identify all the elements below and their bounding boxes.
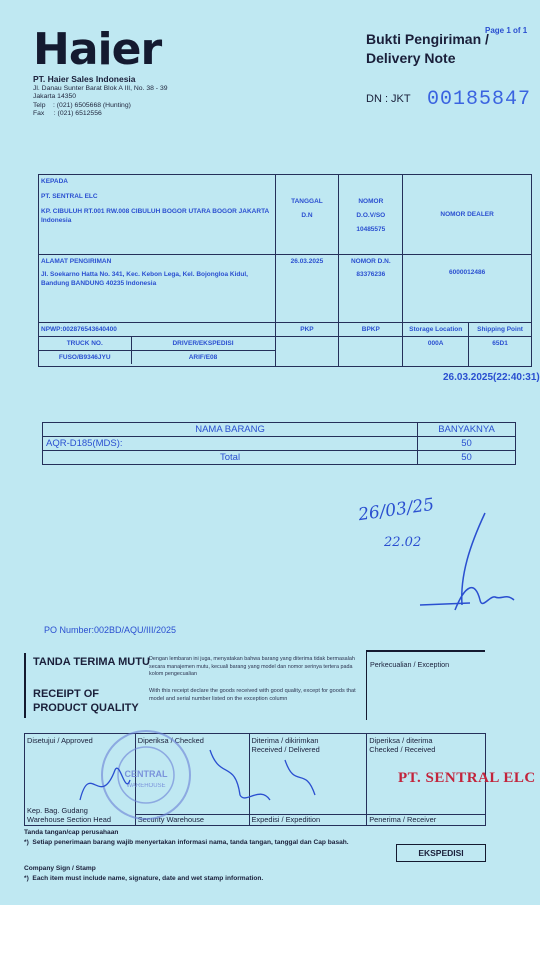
nomor-sub: D.O.V/SO (356, 212, 386, 219)
shipping-value: 65D1 (469, 337, 532, 367)
alamat-cell (39, 255, 276, 323)
sign-note-id: *) Setiap penerimaan barang wajib menyertakan informasi nama, tanda tangan, tanggal dan Cap basah. (24, 839, 349, 846)
title-line-2: Delivery Note (366, 50, 456, 66)
truck-value: FUSO/B9346JYU (39, 351, 131, 365)
delivered-label: Diterima / dikirimkan Received / Delivered (251, 736, 320, 754)
truck-driver-table (39, 337, 275, 364)
item-name: AQR-D185(MDS): (43, 437, 418, 451)
document-title (366, 30, 489, 68)
npwp-cell (39, 323, 276, 337)
stamp-text-warehouse: WAREHOUSE (126, 783, 166, 789)
handwritten-signature (410, 505, 520, 615)
bpkp-label: BPKP (339, 323, 403, 337)
address-line: Telp : (021) 6505668 (Hunting) (33, 101, 131, 109)
po-number: PO Number:002BD/AQU/III/2025 (44, 625, 177, 635)
address-line: Jakarta 14350 (33, 93, 77, 101)
received-label: Diperiksa / diterima Checked / Received (369, 736, 436, 754)
sign-note-en: *) Each item must include name, signature, date and wet stamp information. (24, 875, 264, 882)
dn-number: 00185847 (427, 88, 532, 111)
signature-scribbles (70, 740, 330, 820)
pkp-value (275, 337, 339, 367)
storage-label: Storage Location (403, 323, 469, 337)
recipient-name: PT. SENTRAL ELC (41, 193, 98, 200)
total-value: 50 (418, 451, 516, 465)
address-line: Fax : (021) 6512556 (33, 110, 102, 118)
print-timestamp: 26.03.2025(22:40:31) (443, 372, 540, 383)
shipping-label: Shipping Point (469, 323, 532, 337)
tanggal-cell (275, 175, 339, 255)
alamat-value: Jl. Soekarno Hatta No. 341, Kec. Kebon Lega, Kel. Bojongloa Kidul, Bandung BANDUNG 40235 Indonesia (41, 271, 248, 287)
alamat-label: ALAMAT PENGIRIMAN (41, 258, 112, 265)
company-name: PT. Haier Sales Indonesia (33, 74, 136, 84)
company-sign-label-id: Tanda tangan/cap perusahaan (24, 829, 119, 836)
recipient-address: KP. CIBULUH RT.001 RW.008 CIBULUH BOGOR UTARA BOGOR JAKARTA Indonesia (41, 208, 270, 224)
title-line-1: Bukti Pengiriman / (366, 31, 489, 47)
nomor-dn-cell (339, 255, 403, 323)
receiver-company-stamp: PT. SENTRAL ELC (398, 770, 536, 786)
delivery-header-table (38, 174, 532, 367)
items-table (42, 422, 516, 465)
approved-role: Kep. Bag. Gudang Warehouse Section Head (27, 806, 111, 824)
address-line: Jl. Danau Sunter Barat Blok A III, No. 38 - 39 (33, 85, 168, 92)
dealer-value-cell (403, 255, 532, 323)
tanggal-label: TANGGAL (291, 198, 323, 205)
table-row (43, 437, 516, 451)
driver-value: ARIF/E08 (188, 354, 218, 361)
kepada-label: KEPADA (41, 178, 68, 185)
driver-label: DRIVER/EKSPEDISI (131, 337, 275, 351)
nomor-cell (339, 175, 403, 255)
truck-driver-cell (39, 337, 276, 367)
recipient-cell (39, 175, 276, 255)
bpkp-value (339, 337, 403, 367)
total-row (43, 451, 516, 465)
received-role: Penerima / Receiver (369, 815, 437, 824)
col-banyaknya: BANYAKNYA (418, 423, 516, 437)
nomor-dn-value: 83376236 (356, 271, 386, 278)
receipt-title-id: TANDA TERIMA MUTU (33, 656, 150, 668)
pkp-label: PKP (275, 323, 339, 337)
dealer-value: 6000012486 (449, 269, 486, 276)
date-value: 26.03.2025 (290, 258, 324, 265)
stamp-text-central: CENTRAL (124, 769, 168, 779)
nomor-value: 10485575 (356, 226, 386, 233)
handwritten-time: 22.02 (384, 535, 422, 550)
tanggal-sub: D.N (301, 212, 313, 219)
receipt-text-en: With this receipt declare the goods received with good quality, except for goods that model and serial number listed on the exception column (149, 688, 356, 702)
nomor-label: NOMOR (358, 198, 384, 205)
delivered-role: Expedisi / Expedition (251, 815, 321, 824)
truck-label: TRUCK NO. (39, 337, 131, 351)
dealer-label: NOMOR DEALER (440, 211, 494, 218)
date-value-cell (275, 255, 339, 323)
item-qty: 50 (418, 437, 516, 451)
col-nama-barang: NAMA BARANG (43, 423, 418, 437)
haier-logo: Haier (33, 24, 162, 75)
total-label: Total (43, 451, 418, 465)
checked-label: Diperiksa / Checked (137, 736, 204, 745)
copy-label-ekspedisi: EKSPEDISI (396, 844, 486, 862)
approved-label: Disetujui / Approved (27, 736, 93, 745)
storage-value: 000A (403, 337, 469, 367)
company-sign-label-en: Company Sign / Stamp (24, 865, 96, 872)
nomor-dn-label: NOMOR D.N. (350, 258, 391, 265)
dealer-cell (403, 175, 532, 255)
checked-role: Security Warehouse (137, 815, 205, 824)
receipt-title-en: RECEIPT OF PRODUCT QUALITY (33, 688, 139, 714)
exception-label: Perkecualian / Exception (370, 660, 450, 669)
page-indicator: Page 1 of 1 (485, 26, 528, 35)
handwritten-date: 26/03/25 (356, 494, 436, 526)
npwp: NPWP:002876543640400 (41, 326, 117, 333)
company-address (33, 85, 168, 119)
receipt-text-id: Dengan lembaran ini juga, menyatakan bahwa barang yang diterima tidak bermasalah secara manajemen mutu, kecuali barang yang model dan nomor serinya tertera pada kolom pengecualian (149, 656, 355, 678)
dn-label: DN : JKT (366, 93, 411, 105)
